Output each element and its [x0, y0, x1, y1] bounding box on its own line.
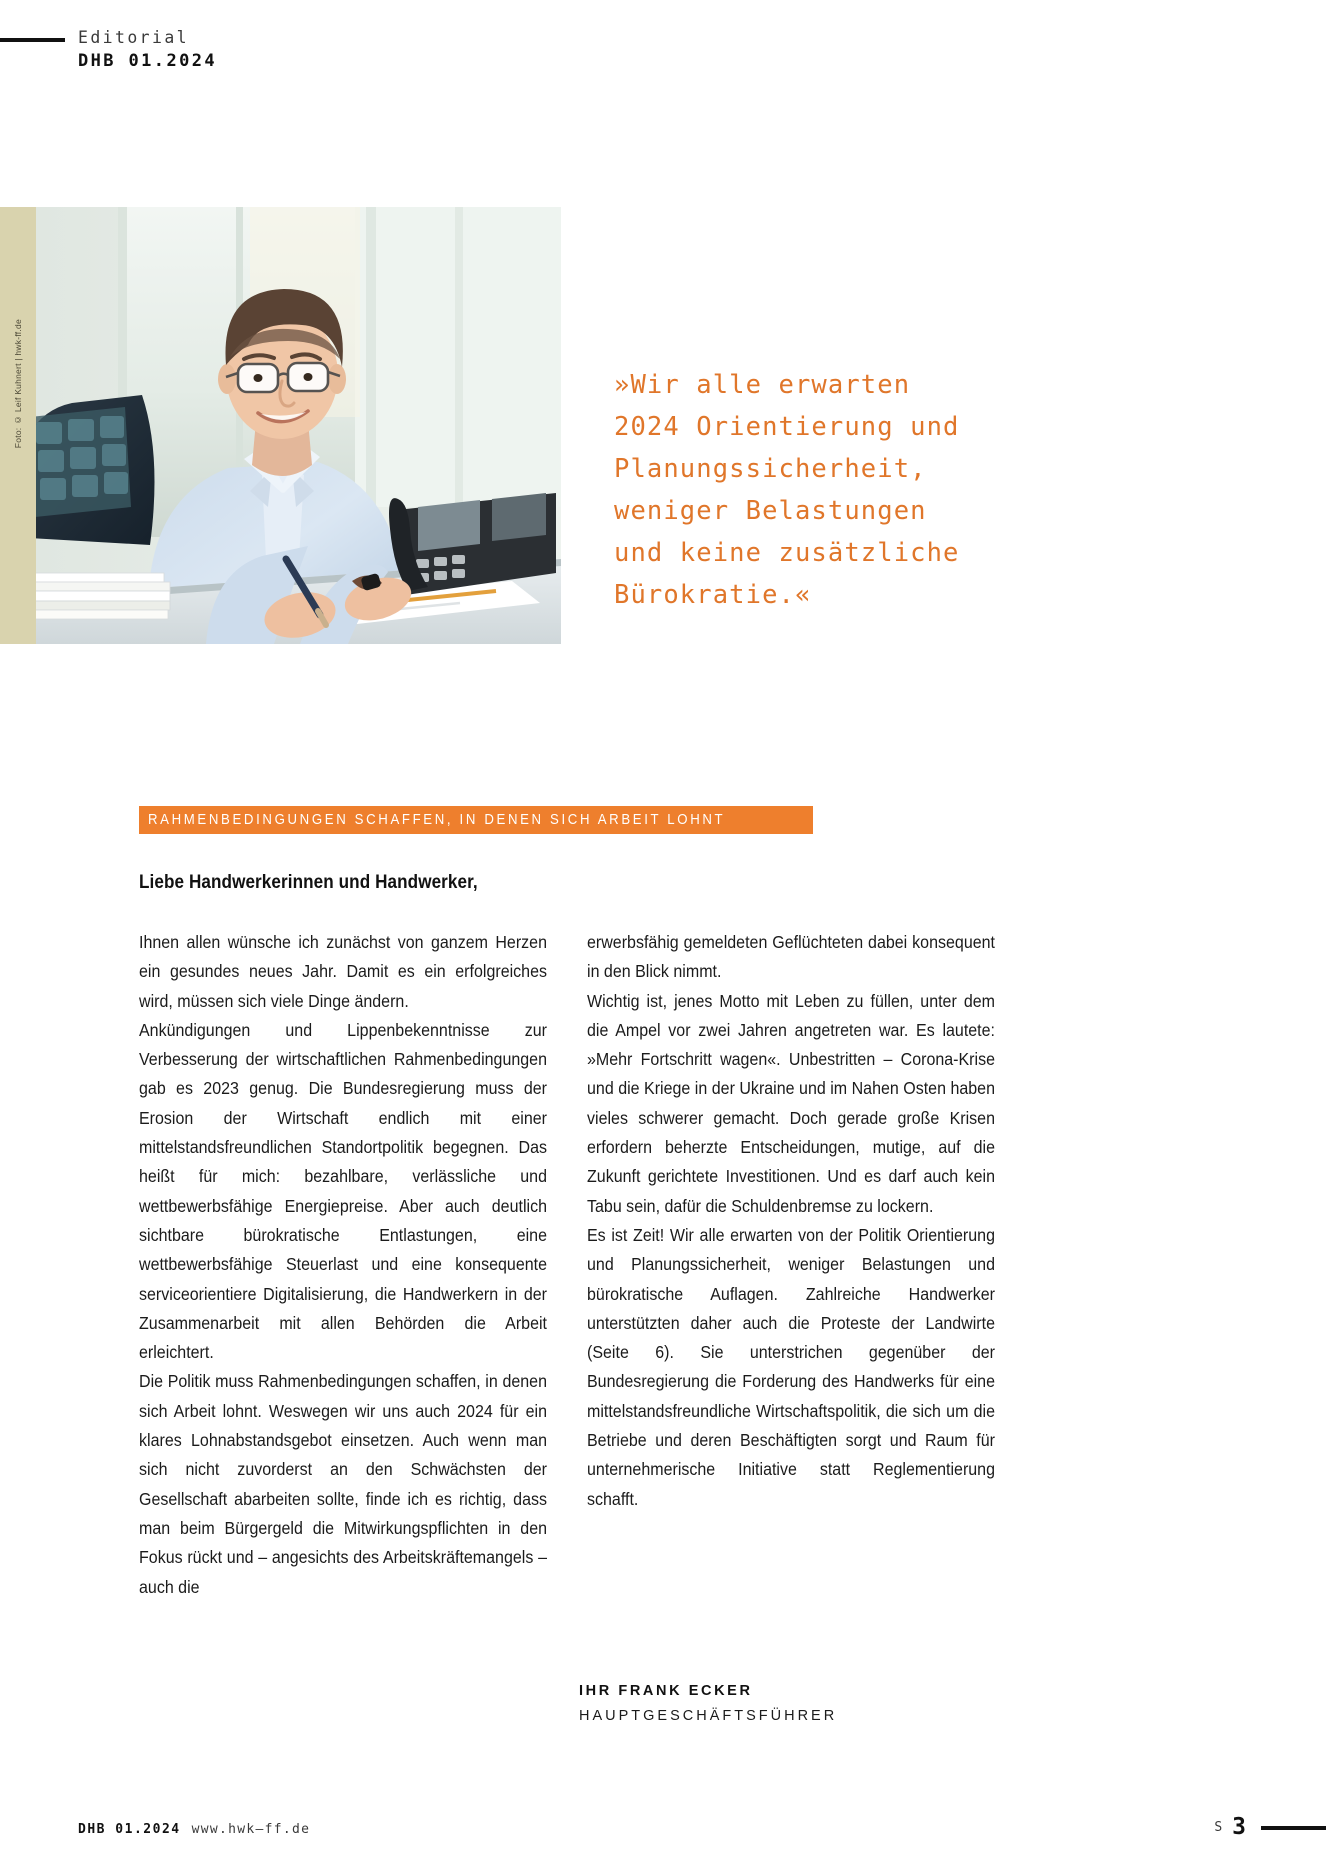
- headline-banner: [139, 806, 813, 834]
- pull-quote-line-5: und keine zusätzliche: [614, 537, 960, 568]
- header-issue: DHB 01.2024: [78, 50, 217, 71]
- footer-left: [78, 1822, 310, 1837]
- paragraph: erwerbsfähig gemeldeten Geflüchteten dabei konsequent in den Blick nimmt.: [587, 932, 996, 982]
- header-titles: [78, 28, 217, 73]
- editorial-photo-block: [0, 207, 561, 644]
- footer-right: [1214, 1816, 1326, 1839]
- pull-quote-line-6: Bürokratie.«: [614, 579, 812, 610]
- body-column-left: [139, 928, 547, 1718]
- pull-quote-line-2: 2024 Orientierung und: [614, 411, 960, 442]
- paragraph: Wichtig ist, jenes Motto mit Leben zu füllen, unter dem die Ampel vor zwei Jahren angetreten war. Es lautete: »Mehr Fortschritt wagen«. Unbestritten – Corona-Krise und die Kriege in der Ukraine und im Nahen Osten haben vieles schwerer gemacht. Doch gerade große Krisen erfordern beherzte Entscheidungen, mutige, auf die Zukunft gerichtete Investitionen. Und es darf auch kein Tabu sein, dafür die Schuldenbremse zu lockern.: [587, 990, 996, 1216]
- paragraph: Es ist Zeit! Wir alle erwarten von der Politik Orientierung und Planungssicherheit, weniger Belastungen und bürokratische Auflagen. Zahlreiche Handwerker unterstützten daher auch die Proteste der Landwirte (Seite 6). Sie unterstrichen gegenüber der Bundesregierung die Forderung des Handwerks für eine mittelstandsfreundliche Wirtschaftspolitik, die sich um die Betriebe und deren Beschäftigten sorgt und Raum für unternehmerische Initiative statt Reglementierung schafft.: [587, 1224, 996, 1509]
- paragraph: Ihnen allen wünsche ich zunächst von ganzem Herzen ein gesundes neues Jahr. Damit es ein erfolgreiches wird, müssen sich viele Dinge ändern.: [139, 932, 548, 1011]
- photo-credit-text: Foto: © Leif Kuhnert | hwk-ff.de: [13, 319, 23, 449]
- footer-url[interactable]: www.hwk–ff.de: [191, 1822, 311, 1837]
- paragraph: Die Politik muss Rahmenbedingungen schaffen, in denen sich Arbeit lohnt. Weswegen wir uns auch 2024 für ein klares Lohnabstandsgebot einsetzen. Auch wenn man sich nicht zuvorderst an den Schwächsten der Gesellschaft abarbeiten sollte, finde ich es richtig, dass man beim Bürgergeld die Mitwirkungspflichten in den Fokus rückt und – angesichts des Arbeitskräftemangels – auch die: [139, 1371, 548, 1597]
- page-prefix: S: [1214, 1820, 1224, 1835]
- pull-quote: [614, 364, 1044, 616]
- page-number: 3: [1232, 1814, 1246, 1840]
- signature-block: [579, 1679, 837, 1729]
- body-columns: [139, 928, 995, 1718]
- headline-banner-text: RAHMENBEDINGUNGEN SCHAFFEN, IN DENEN SICH ARBEIT LOHNT: [148, 811, 726, 828]
- page-header: [0, 28, 1326, 88]
- header-kicker: Editorial: [78, 28, 190, 47]
- header-rule: [0, 38, 65, 42]
- body-column-right: [587, 928, 995, 1718]
- pull-quote-line-3: Planungssicherheit,: [614, 453, 927, 484]
- salutation: Liebe Handwerkerinnen und Handwerker,: [139, 872, 478, 893]
- page-footer: [0, 1814, 1326, 1862]
- paragraph: Ankündigungen und Lippenbekenntnisse zur Verbesserung der wirtschaftlichen Rahmenbedingungen gab es 2023 genug. Die Bundesregierung muss der Erosion der Wirtschaft endlich mit einer mittelstandsfreundlichen Standortpolitik begegnen. Das heißt für mich: bezahlbare, verlässliche und wettbewerbsfähige Energiepreise. Aber auch deutlich sichtbare bürokratische Entlastungen, eine wettbewerbsfähige Steuerlast und eine konsequente serviceorientiere Digitalisierung, die Handwerkern in der Zusammenarbeit mit allen Behörden die Arbeit erleichtert.: [139, 1019, 548, 1363]
- footer-issue: DHB 01.2024: [78, 1822, 181, 1837]
- photo-credit-strip: [0, 207, 36, 644]
- footer-rule: [1261, 1826, 1326, 1830]
- pull-quote-line-1: »Wir alle erwarten: [614, 369, 911, 400]
- signature-name: IHR FRANK ECKER: [579, 1683, 753, 1699]
- portrait-photo: [0, 207, 561, 644]
- signature-role: HAUPTGESCHÄFTSFÜHRER: [579, 1708, 838, 1724]
- pull-quote-line-4: weniger Belastungen: [614, 495, 927, 526]
